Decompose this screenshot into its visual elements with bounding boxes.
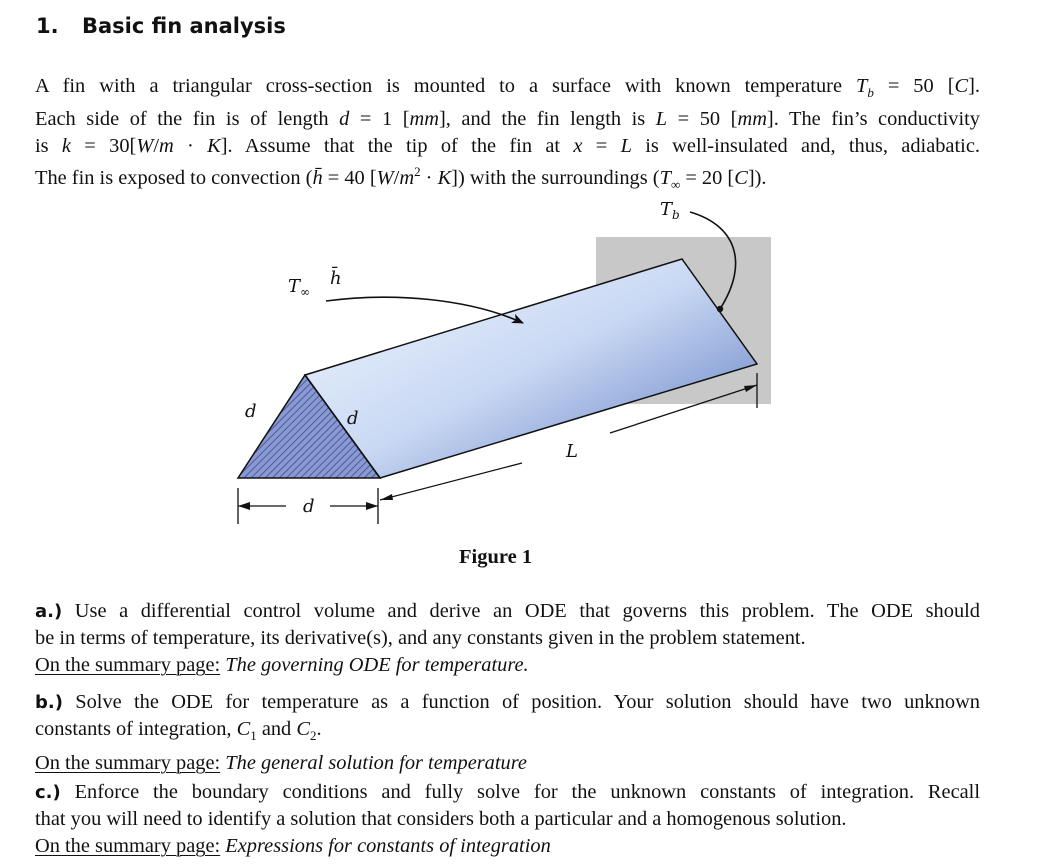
intro-line-1: A fin with a triangular cross-section is mounted to a surface with known temperature $T_b = 50$ [C].: [35, 75, 980, 101]
part-a-line-1: a.) Use a differential control volume and derive an ODE that governs this problem. The ODE should: [35, 600, 980, 622]
part-b-line-2: constants of integration, $C_1$ and $C_2$.: [35, 718, 322, 744]
part-b: [35, 689, 980, 776]
part-c-line-1: c.) Enforce the boundary conditions and fully solve for the unknown constants of integration. Recall: [35, 781, 980, 803]
intro-line-3: is k = 30[W/m · K]. Assume that the tip of the fin at x = L is well-insulated and, thus, adiabatic.: [35, 134, 980, 157]
part-a-summary: On the summary page: The governing ODE for temperature.: [35, 653, 529, 676]
intro-line-2: Each side of the fin is of length d = 1 [mm], and the fin length is L = 50 [mm]. The fin’s conductivity: [35, 108, 980, 131]
section-title: Basic fin analysis: [82, 14, 286, 38]
label-tinf: $T_\infty$: [288, 276, 311, 299]
figure-caption: Figure 1: [459, 546, 533, 568]
label-hbar: h̄: [330, 268, 342, 289]
part-b-line-1: b.) Solve the ODE for temperature as a function of position. Your solution should have two unknown: [35, 691, 980, 713]
intro-line-4: The fin is exposed to convection (h̄ = 40 $[W/m^2 \cdot K]$) with the surroundings ($T_\infty = 20$ [C]).: [35, 163, 767, 192]
label-d-left: d: [245, 401, 257, 422]
fin-top-face: [305, 259, 757, 478]
part-c-line-2: that you will need to identify a solution that considers both a particular and a homogenous solution.: [35, 808, 847, 831]
part-a: [35, 598, 980, 678]
part-a-line-2: be in terms of temperature, its derivative(s), and any constants given in the problem statement.: [35, 627, 806, 650]
section-number: 1.: [36, 14, 59, 38]
label-d-bottom: d: [303, 496, 315, 517]
l-arrowhead-left: [380, 494, 393, 500]
tb-point: [717, 306, 723, 312]
part-c-summary: On the summary page: Expressions for constants of integration: [35, 834, 551, 857]
part-c: [35, 779, 980, 859]
label-d-face: d: [347, 408, 359, 429]
label-tb: $T_b$: [660, 199, 680, 222]
part-b-summary: On the summary page: The general solution for temperature: [35, 751, 527, 774]
d-arrowhead-right: [366, 502, 378, 510]
d-arrowhead-left: [238, 502, 250, 510]
label-l: L: [566, 441, 578, 462]
